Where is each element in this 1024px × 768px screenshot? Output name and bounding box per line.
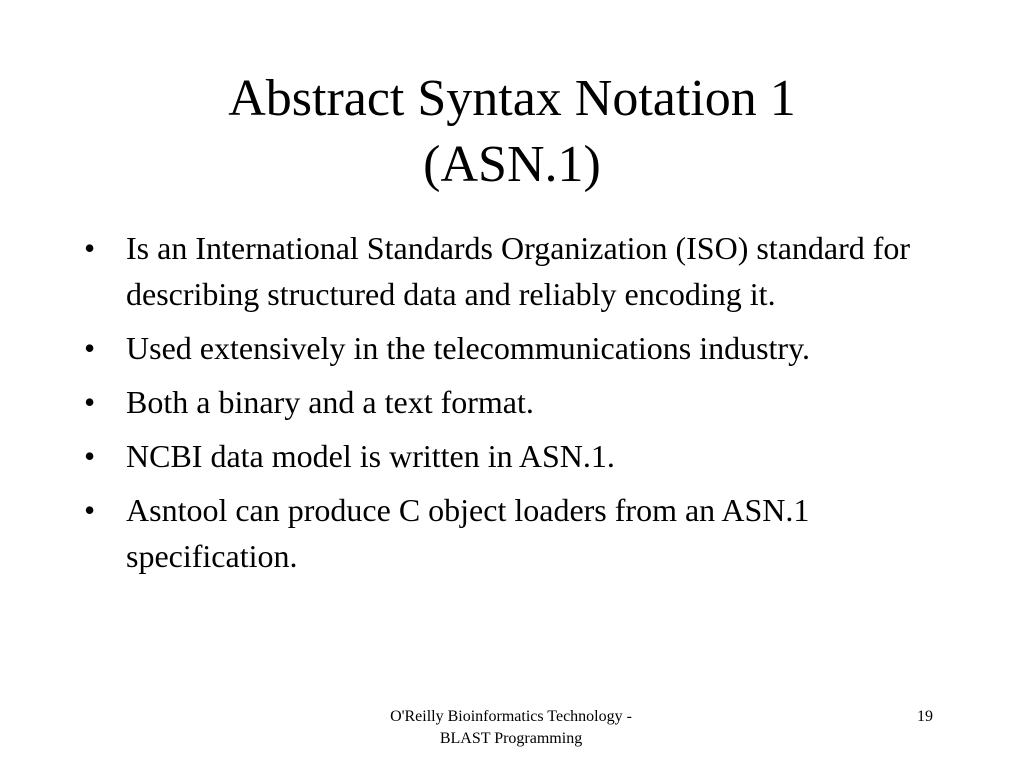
footer-line-2: BLAST Programming bbox=[439, 730, 583, 747]
bullet-dot-icon: • bbox=[84, 230, 96, 266]
title-line-2: (ASN.1) bbox=[423, 136, 601, 193]
footer-line-1: O'Reilly Bioinformatics Technology - bbox=[390, 708, 632, 725]
title-line-1: Abstract Syntax Notation 1 bbox=[228, 70, 796, 127]
bullet-dot-icon: • bbox=[84, 384, 96, 420]
bullet-text: Used extensively in the telecommunications industry. bbox=[126, 330, 810, 366]
bullet-item bbox=[84, 379, 954, 425]
bullet-dot-icon: • bbox=[84, 330, 96, 366]
bullet-dot-icon: • bbox=[84, 438, 96, 474]
bullet-text: NCBI data model is written in ASN.1. bbox=[126, 438, 615, 474]
bullet-item bbox=[84, 325, 954, 371]
bullet-item bbox=[84, 433, 954, 479]
bullet-text: Is an International Standards Organization (ISO) standard for describing structured data and reliably encoding it. bbox=[126, 230, 911, 312]
bullet-dot-icon: • bbox=[84, 492, 96, 528]
bullet-text: Asntool can produce C object loaders from an ASN.1 specification. bbox=[126, 492, 810, 574]
bullet-list bbox=[84, 225, 954, 587]
slide-footer bbox=[330, 706, 692, 750]
bullet-item bbox=[84, 225, 954, 317]
bullet-text: Both a binary and a text format. bbox=[126, 384, 534, 420]
page-number: 19 bbox=[917, 708, 933, 725]
bullet-item bbox=[84, 487, 954, 579]
slide-title bbox=[0, 66, 1024, 198]
